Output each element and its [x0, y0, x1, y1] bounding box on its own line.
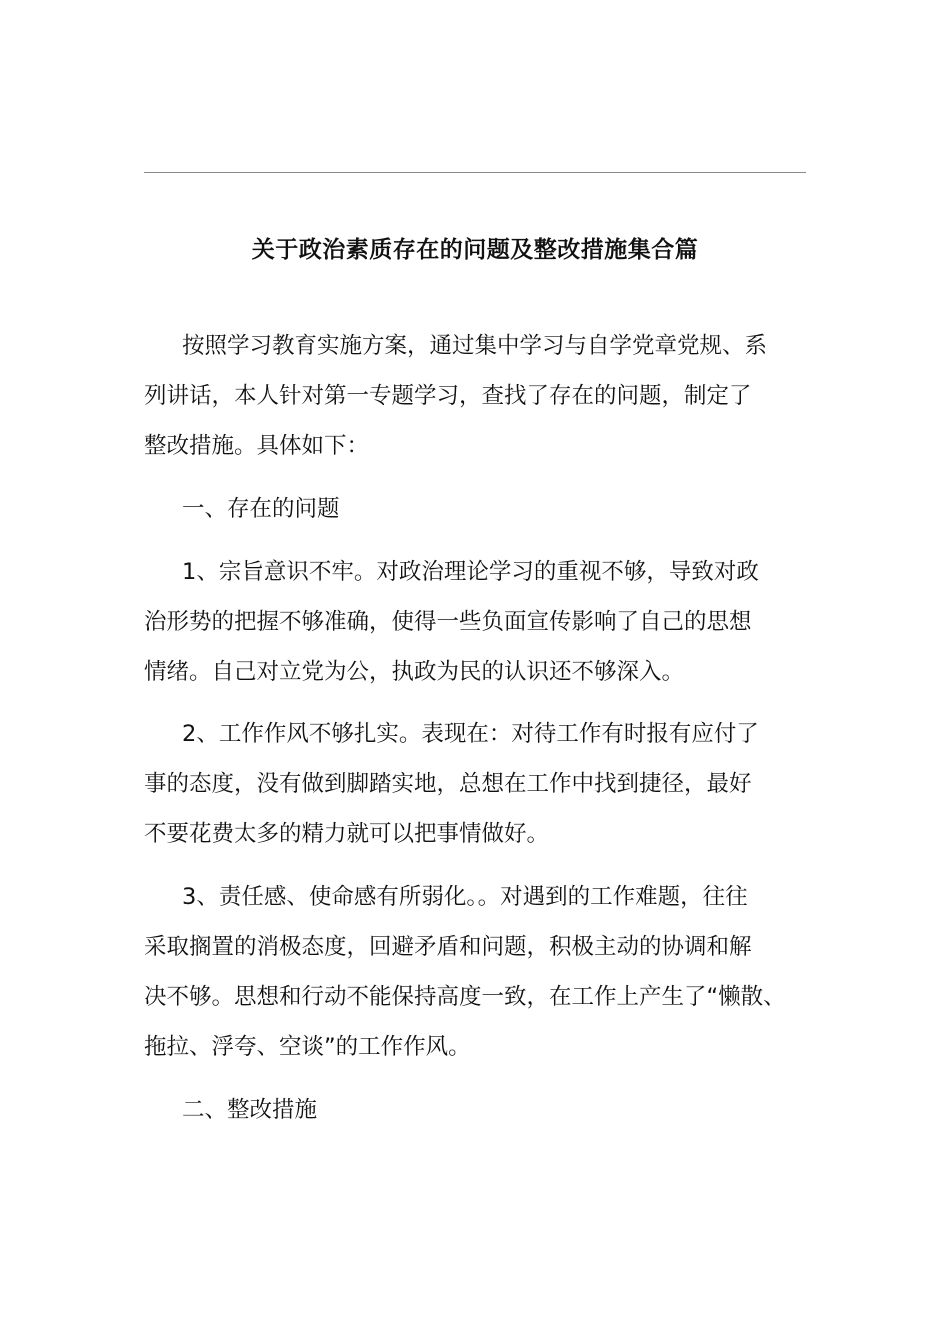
problem-item-3 — [144, 872, 814, 1072]
paragraph-line: 不要花费太多的精力就可以把事情做好。 — [144, 821, 550, 847]
paragraph-line: 2、工作作风不够扎实。表现在：对待工作有时报有应付了 — [182, 721, 759, 747]
section-heading-text: 一、存在的问题 — [182, 496, 340, 522]
paragraph-line: 按照学习教育实施方案，通过集中学习与自学党章党规、系 — [182, 333, 768, 359]
document-title: 关于政治素质存在的问题及整改措施集合篇 — [251, 237, 699, 263]
paragraph-line: 列讲话，本人针对第一专题学习，查找了存在的问题，制定了 — [144, 383, 752, 409]
problem-item-1 — [144, 547, 814, 697]
section-heading-measures — [144, 1085, 814, 1135]
paragraph-line: 情绪。自己对立党为公，执政为民的认识还不够深入。 — [144, 659, 685, 685]
section-heading-text: 二、整改措施 — [182, 1097, 318, 1123]
problem-item-2 — [144, 709, 814, 859]
paragraph-line: 采取搁置的消极态度，回避矛盾和问题，积极主动的协调和解 — [144, 934, 752, 960]
paragraph-line: 事的态度，没有做到脚踏实地，总想在工作中找到捷径，最好 — [144, 771, 752, 797]
paragraph-line: 整改措施。具体如下： — [144, 433, 370, 459]
paragraph-line: 1、宗旨意识不牢。对政治理论学习的重视不够，导致对政 — [182, 559, 759, 585]
paragraph-line: 3、责任感、使命感有所弱化。。对遇到的工作难题，往往 — [182, 884, 748, 910]
section-heading-problems — [144, 484, 814, 534]
paragraph-line: 拖拉、浮夸、空谈”的工作作风。 — [144, 1034, 471, 1060]
intro-paragraph — [144, 321, 814, 471]
paragraph-line: 决不够。思想和行动不能保持高度一致，在工作上产生了“懒散、 — [144, 984, 786, 1010]
header-divider — [144, 172, 806, 173]
paragraph-line: 治形势的把握不够准确，使得一些负面宣传影响了自己的思想 — [144, 609, 752, 635]
